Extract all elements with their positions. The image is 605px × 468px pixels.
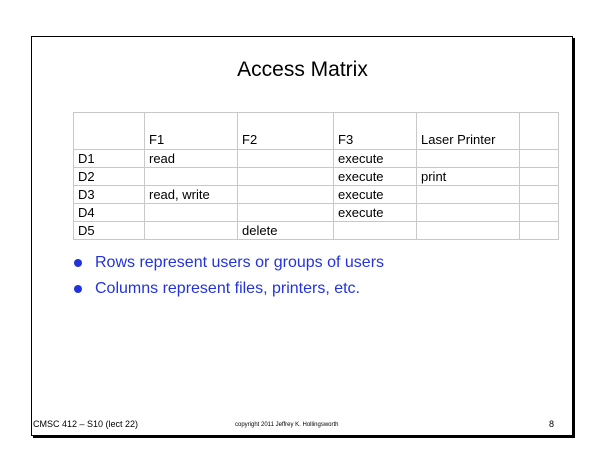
bullet-dot-icon (74, 285, 82, 293)
table-cell: delete (238, 222, 334, 240)
bullet-text: Columns represent files, printers, etc. (95, 280, 360, 297)
footer-course: CMSC 412 – S10 (lect 22) (33, 419, 139, 429)
table-header-row (74, 113, 559, 150)
table-cell: execute (334, 168, 417, 186)
table-cell (520, 168, 559, 186)
header-cell (520, 113, 559, 150)
table-cell (145, 222, 238, 240)
table-cell: D5 (74, 222, 145, 240)
table-cell (238, 186, 334, 204)
header-cell: F1 (145, 113, 238, 150)
table-cell (417, 204, 520, 222)
table-cell (238, 204, 334, 222)
table-cell (145, 168, 238, 186)
table-row (74, 186, 559, 204)
footer-copyright: copyright 2011 Jeffrey K. Hollingsworth (235, 422, 339, 428)
header-cell (74, 113, 145, 150)
table-cell: D4 (74, 204, 145, 222)
bullet-item (74, 250, 384, 276)
table-cell (334, 222, 417, 240)
table-row (74, 168, 559, 186)
table-cell (520, 204, 559, 222)
table-row (74, 150, 559, 168)
table-cell (145, 204, 238, 222)
table-cell (238, 150, 334, 168)
table-cell: execute (334, 204, 417, 222)
slide-title: Access Matrix (237, 58, 368, 81)
header-cell: F3 (334, 113, 417, 150)
table-cell: execute (334, 150, 417, 168)
bullet-list (74, 250, 384, 302)
table-cell: D1 (74, 150, 145, 168)
table-cell: D2 (74, 168, 145, 186)
table-cell (417, 186, 520, 204)
table-cell: read (145, 150, 238, 168)
bullet-text: Rows represent users or groups of users (95, 254, 385, 271)
page-number: 8 (549, 419, 555, 429)
bullet-item (74, 276, 384, 302)
table-cell (417, 150, 520, 168)
table-row (74, 204, 559, 222)
table-cell: D3 (74, 186, 145, 204)
table-cell (520, 222, 559, 240)
table-row (74, 222, 559, 240)
table-cell (238, 168, 334, 186)
header-cell: F2 (238, 113, 334, 150)
table-cell: execute (334, 186, 417, 204)
table-cell (520, 150, 559, 168)
access-matrix-table (73, 112, 559, 240)
table-cell (417, 222, 520, 240)
table-cell: print (417, 168, 520, 186)
table-cell (520, 186, 559, 204)
header-cell: Laser Printer (417, 113, 520, 150)
bullet-dot-icon (74, 259, 82, 267)
table-cell: read, write (145, 186, 238, 204)
